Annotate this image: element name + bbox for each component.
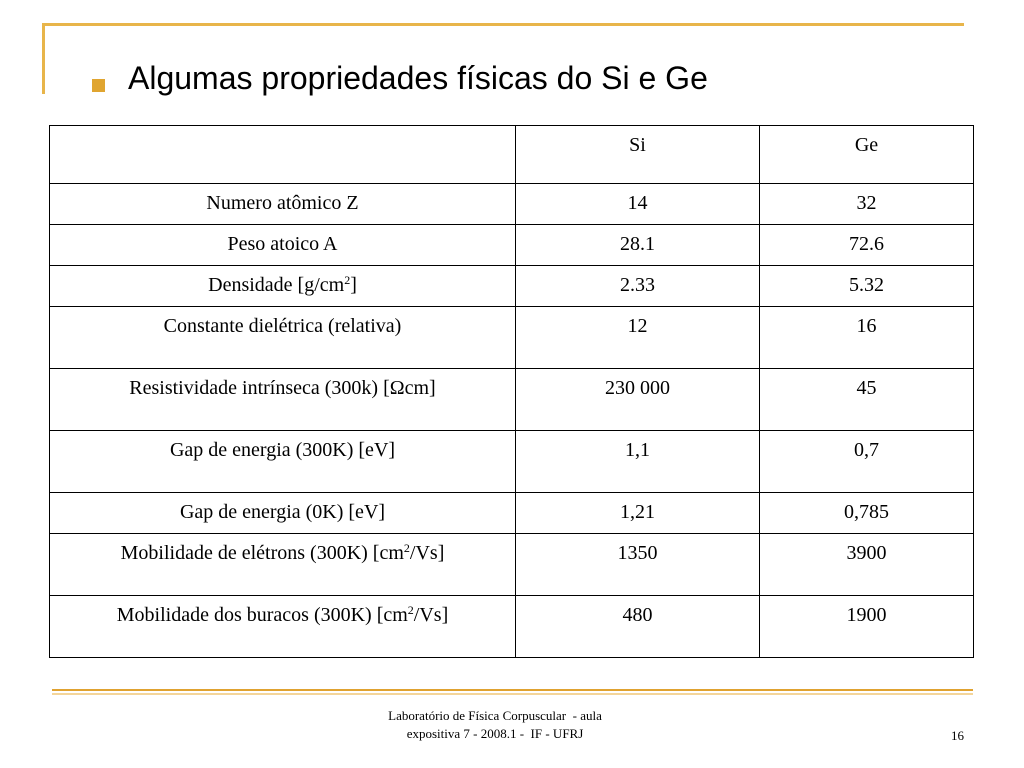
ge-value-cell: 3900 <box>760 534 974 596</box>
footer-rule-dark <box>52 689 973 691</box>
property-cell <box>50 596 516 658</box>
footer-rule-light <box>52 693 973 695</box>
property-text: /Vs] <box>413 604 449 626</box>
property-cell: Peso atoico A <box>50 225 516 266</box>
table-row <box>50 369 974 431</box>
header-cell-si: Si <box>516 126 760 184</box>
table-row <box>50 493 974 534</box>
property-text: Mobilidade dos buracos (300K) [cm <box>116 604 408 626</box>
footer-line-2: expositiva 7 - 2008.1 - IF - UFRJ <box>406 726 584 741</box>
si-value-cell: 2.33 <box>516 266 760 307</box>
si-value-cell: 1,21 <box>516 493 760 534</box>
si-value-cell: 230 000 <box>516 369 760 431</box>
table-row <box>50 307 974 369</box>
property-cell: Resistividade intrínseca (300k) [Ωcm] <box>50 369 516 431</box>
ge-value-cell: 32 <box>760 184 974 225</box>
table-row <box>50 534 974 596</box>
property-cell: Numero atômico Z <box>50 184 516 225</box>
header-cell-empty <box>50 126 516 184</box>
page-number: 16 <box>951 728 964 743</box>
property-text: /Vs] <box>409 542 445 564</box>
footer-caption <box>330 707 660 743</box>
properties-table <box>49 125 974 658</box>
table-row <box>50 184 974 225</box>
frame-left-rule <box>42 23 45 94</box>
ge-value-cell: 0,7 <box>760 431 974 493</box>
property-cell: Gap de energia (300K) [eV] <box>50 431 516 493</box>
property-text: ] <box>350 274 357 296</box>
superscript: 2 <box>344 273 351 287</box>
property-text: Mobilidade de elétrons (300K) [cm <box>120 542 404 564</box>
header-cell-ge: Ge <box>760 126 974 184</box>
ge-value-cell: 16 <box>760 307 974 369</box>
ge-value-cell: 72.6 <box>760 225 974 266</box>
superscript: 2 <box>403 541 410 555</box>
frame-top-rule <box>42 23 964 26</box>
table-row <box>50 431 974 493</box>
si-value-cell: 14 <box>516 184 760 225</box>
ge-value-cell: 1900 <box>760 596 974 658</box>
table-row <box>50 225 974 266</box>
bullet-square-icon <box>92 79 105 92</box>
table-row <box>50 596 974 658</box>
si-value-cell: 12 <box>516 307 760 369</box>
ge-value-cell: 5.32 <box>760 266 974 307</box>
superscript: 2 <box>407 603 414 617</box>
property-cell: Constante dielétrica (relativa) <box>50 307 516 369</box>
property-text: Densidade [g/cm <box>208 274 345 296</box>
property-cell <box>50 266 516 307</box>
si-value-cell: 28.1 <box>516 225 760 266</box>
property-cell: Gap de energia (0K) [eV] <box>50 493 516 534</box>
si-value-cell: 480 <box>516 596 760 658</box>
ge-value-cell: 0,785 <box>760 493 974 534</box>
footer-line-1: Laboratório de Física Corpuscular - aula <box>388 708 602 723</box>
slide-title: Algumas propriedades físicas do Si e Ge <box>128 60 708 96</box>
ge-value-cell: 45 <box>760 369 974 431</box>
table-header-row <box>50 126 974 184</box>
si-value-cell: 1350 <box>516 534 760 596</box>
property-cell <box>50 534 516 596</box>
table-row <box>50 266 974 307</box>
si-value-cell: 1,1 <box>516 431 760 493</box>
